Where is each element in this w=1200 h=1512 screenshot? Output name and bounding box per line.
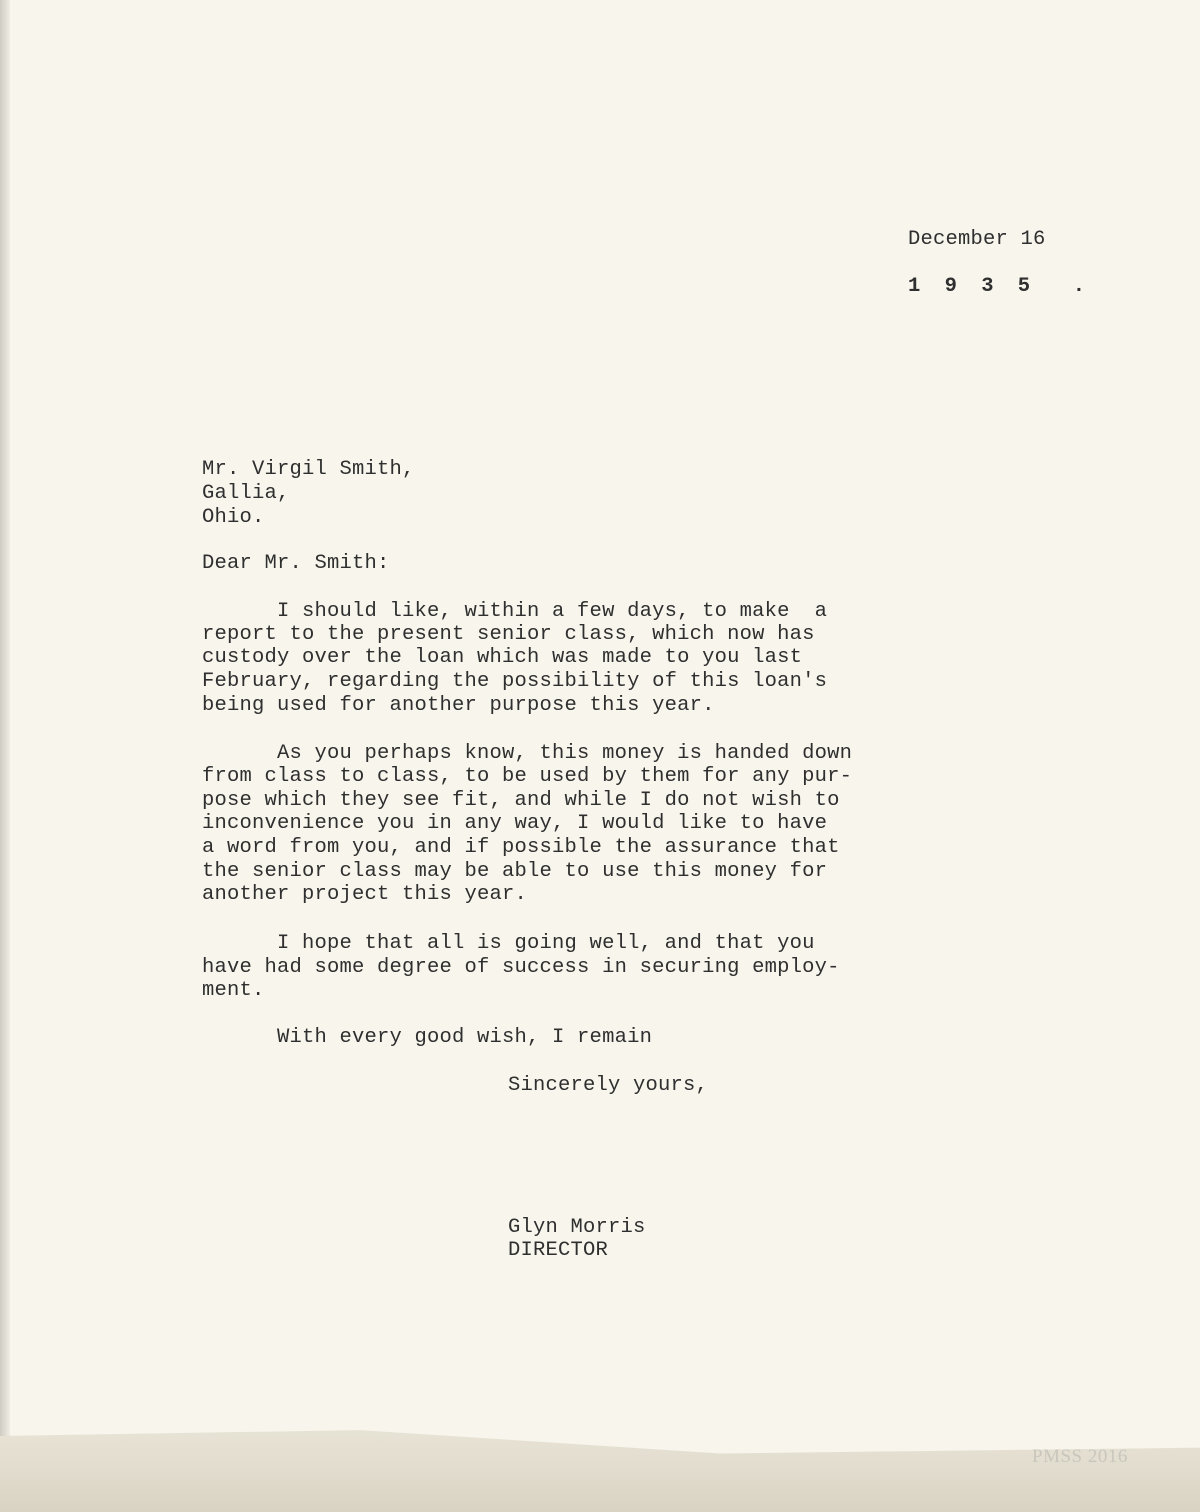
paragraph-line: I should like, within a few days, to make a (202, 600, 828, 623)
closing-wish: With every good wish, I remain (202, 1026, 653, 1049)
letter-year: 1 9 3 5 . (908, 275, 1092, 298)
salutation: Dear Mr. Smith: (202, 552, 390, 575)
paragraph-line: being used for another purpose this year. (202, 694, 715, 717)
signer-title: DIRECTOR (508, 1239, 609, 1262)
paragraph-line: I hope that all is going well, and that you (202, 932, 815, 955)
letter-date: December 16 (908, 228, 1046, 251)
paragraph-line: As you perhaps know, this money is handed down (202, 742, 853, 765)
signer-name: Glyn Morris (508, 1216, 646, 1239)
paragraph-line: a word from you, and if possible the assurance that (202, 836, 840, 859)
paragraph-line: report to the present senior class, which now has (202, 623, 815, 646)
paragraph-line: another project this year. (202, 883, 528, 906)
archive-watermark: PMSS 2016 (1032, 1446, 1128, 1467)
paragraph-line: ment. (202, 979, 265, 1002)
paragraph-line: have had some degree of success in securing employ- (202, 956, 840, 979)
recipient-name: Mr. Virgil Smith, (202, 458, 415, 481)
complimentary-close: Sincerely yours, (508, 1074, 709, 1097)
paragraph-line: inconvenience you in any way, I would like to have (202, 812, 828, 835)
paper-left-edge (0, 0, 10, 1512)
paragraph-line: pose which they see fit, and while I do not wish to (202, 789, 840, 812)
paragraph-line: custody over the loan which was made to you last (202, 646, 803, 669)
recipient-state: Ohio. (202, 506, 265, 529)
recipient-town: Gallia, (202, 482, 290, 505)
paragraph-line: from class to class, to be used by them for any pur- (202, 765, 853, 788)
paper-bottom-fold (0, 1395, 1200, 1512)
paragraph-line: the senior class may be able to use this money for (202, 860, 828, 883)
paragraph-line: February, regarding the possibility of this loan's (202, 670, 828, 693)
